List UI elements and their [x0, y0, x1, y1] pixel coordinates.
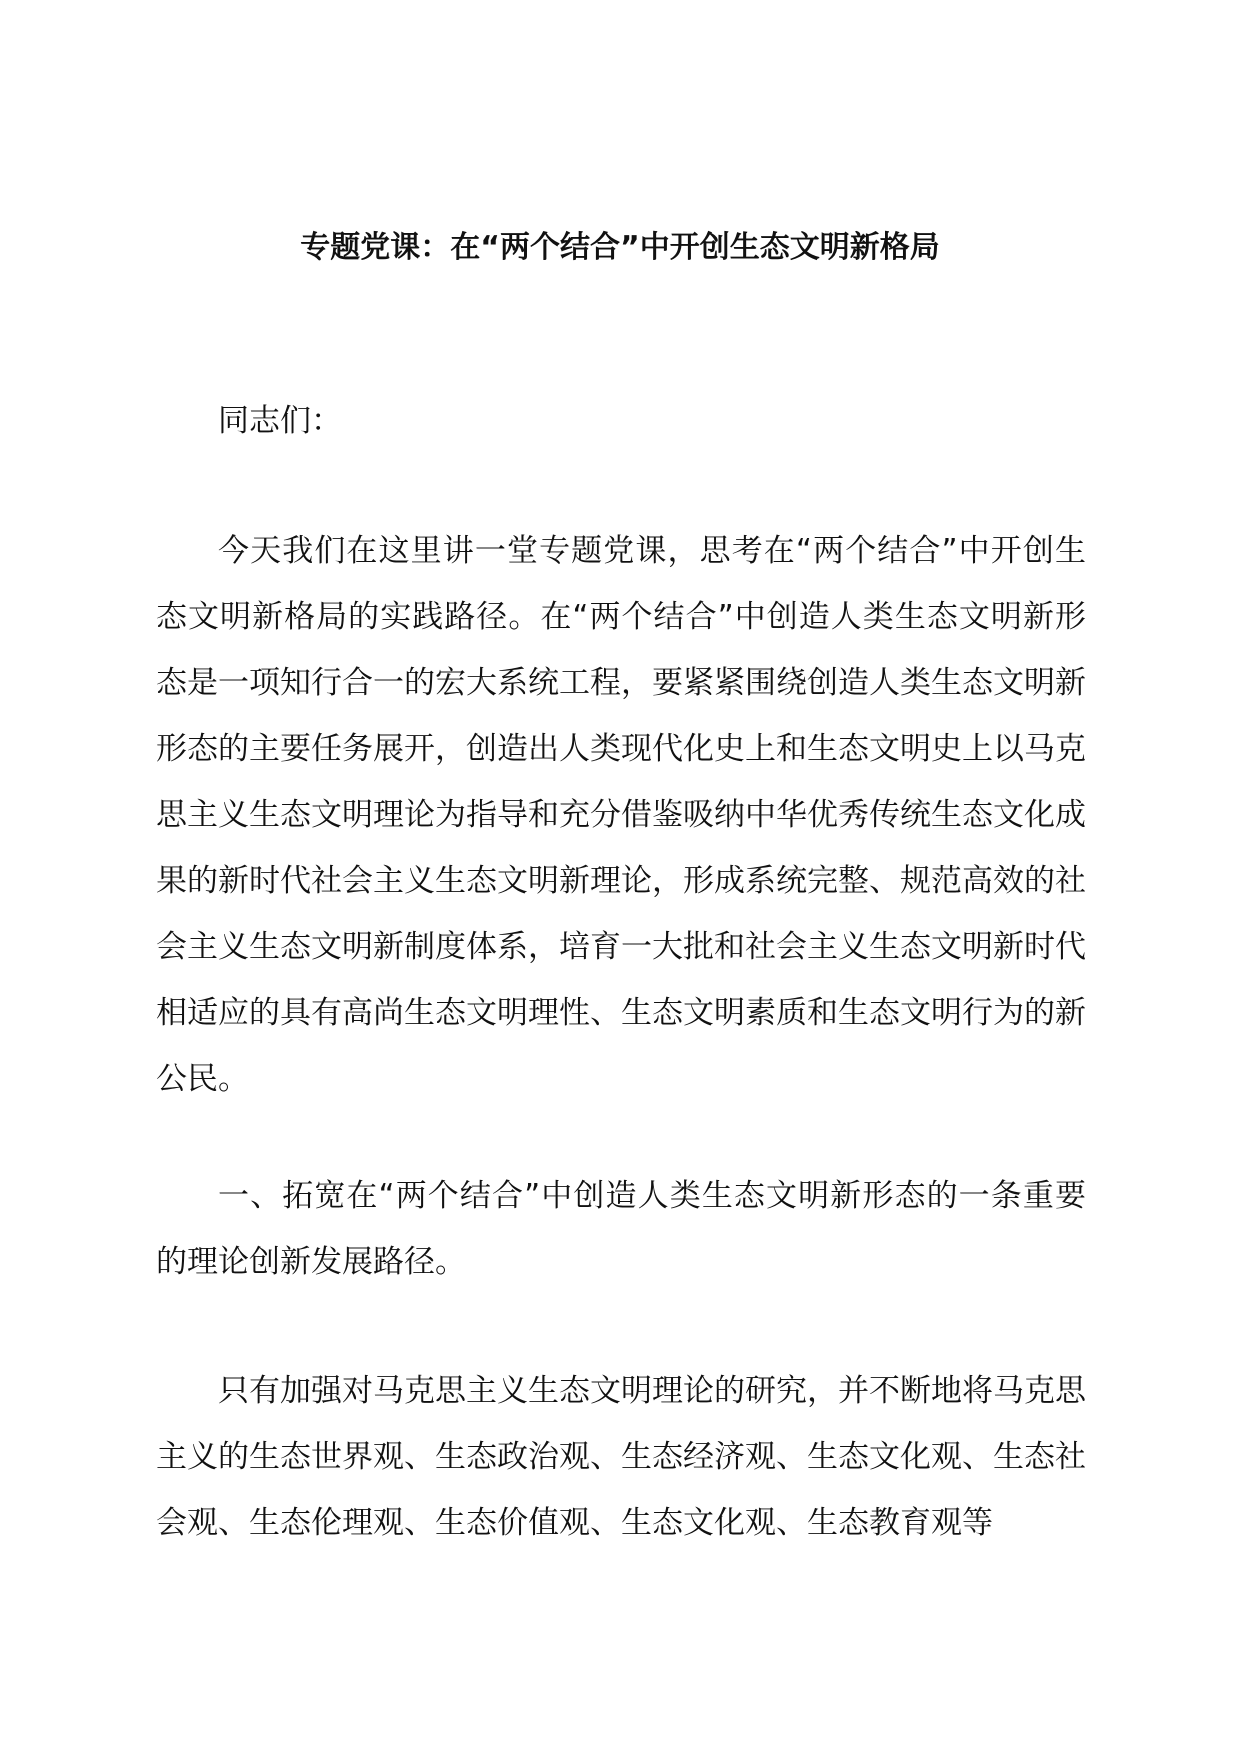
document-title: 专题党课：在“两个结合”中开创生态文明新格局 [300, 230, 940, 265]
salutation: 同志们： [218, 403, 342, 439]
body-paragraph: 只有加强对马克思主义生态文明理论的研究，并不断地将马克思主义的生态世界观、生态政治观、生态经济观、生态文化观、生态社会观、生态伦理观、生态价值观、生态文化观、生态教育观等 [156, 1373, 1086, 1541]
section-heading-1: 一、拓宽在“两个结合”中创造人类生态文明新形态的一条重要的理论创新发展路径。 [156, 1178, 1086, 1280]
intro-paragraph: 今天我们在这里讲一堂专题党课，思考在“两个结合”中开创生态文明新格局的实践路径。在“两个结合”中创造人类生态文明新形态是一项知行合一的宏大系统工程，要紧紧围绕创造人类生态文明新形态的主要任务展开，创造出人类现代化史上和生态文明史上以马克思主义生态文明理论为指导和充分借鉴吸纳中华优秀传统生态文化成果的新时代社会主义生态文明新理论，形成系统完整、规范高效的社会主义生态文明新制度体系，培育一大批和社会主义生态文明新时代相适应的具有高尚生态文明理性、生态文明素质和生态文明行为的新公民。 [156, 533, 1086, 1097]
